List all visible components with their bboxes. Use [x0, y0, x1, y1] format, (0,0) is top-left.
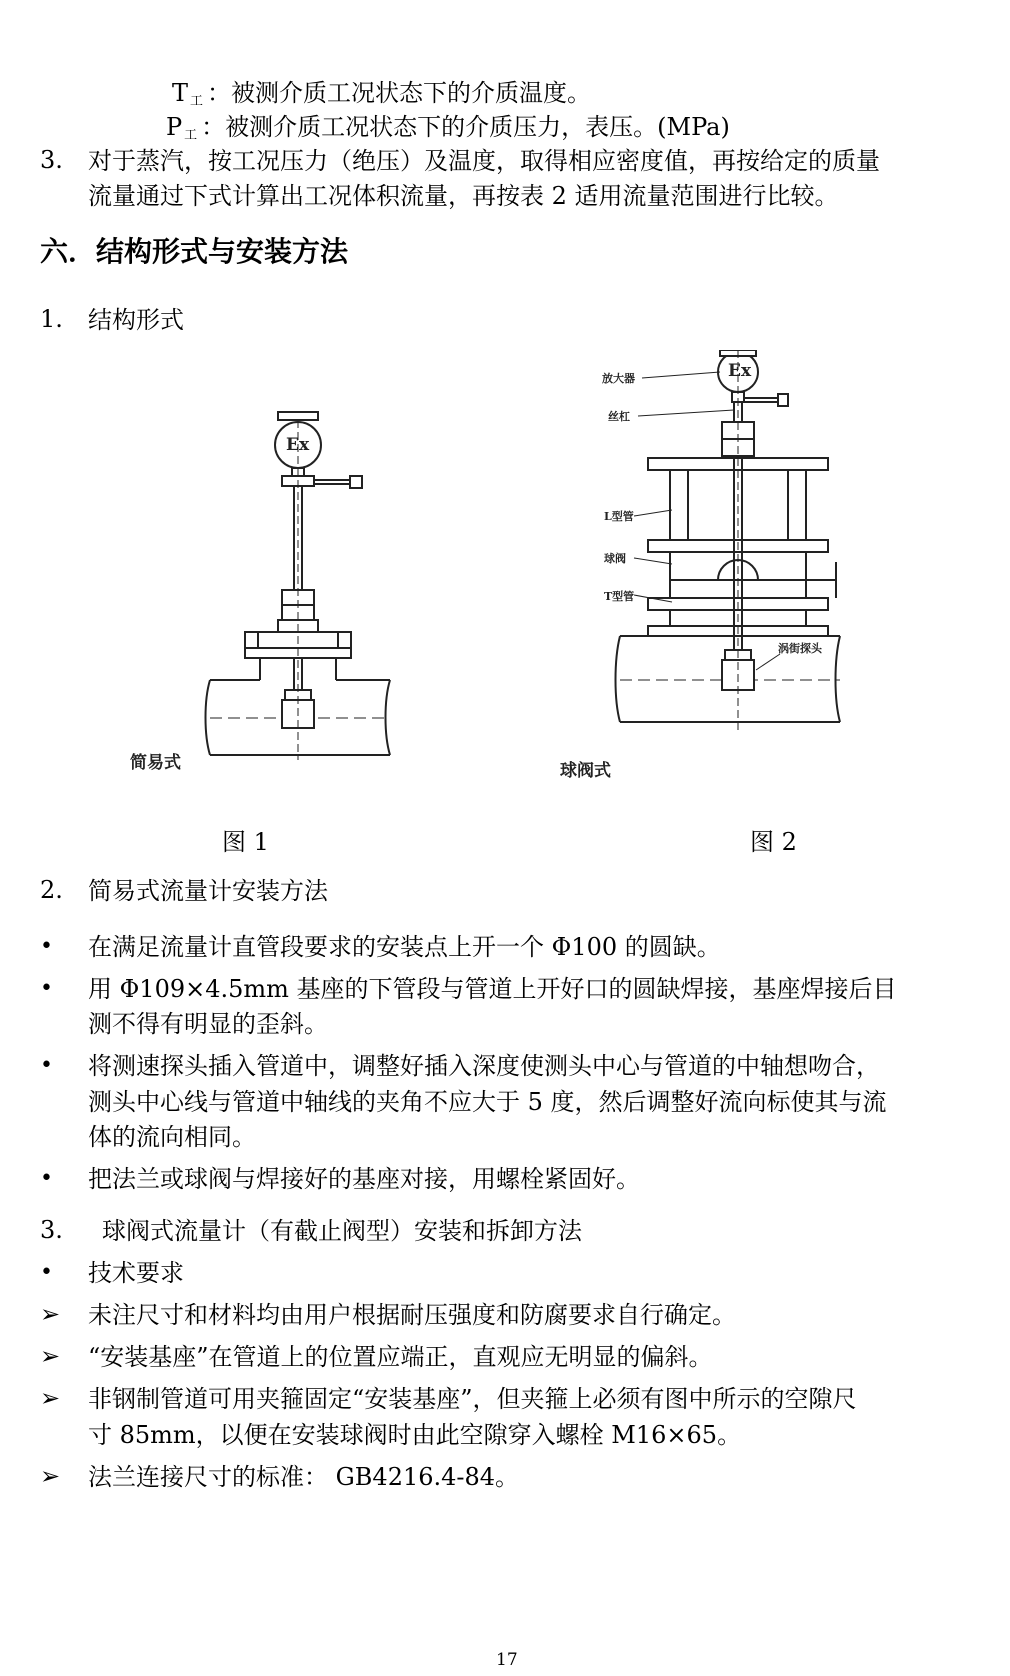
fig2-part-ball-valve: 球阀: [604, 552, 626, 565]
arrow-2: ➢: [40, 1342, 61, 1370]
fig2-part-amplifier: 放大器: [602, 372, 635, 385]
ball-install-title: 球阀式流量计（有截止阀型）安装和拆卸方法: [102, 1217, 582, 1245]
fig2-part-l-pipe: L型管: [604, 510, 634, 523]
simple-install-number: 2.: [40, 876, 63, 904]
simple-install-b4: 把法兰或球阀与焊接好的基座对接，用螺栓紧固好。: [88, 1165, 640, 1193]
ball-install-a1: 未注尺寸和材料均由用户根据耐压强度和防腐要求自行确定。: [88, 1301, 736, 1329]
figure1-simple-type-drawing: [110, 400, 430, 790]
bullet-3: •: [40, 1053, 53, 1078]
bullet-1: •: [40, 934, 53, 959]
arrow-4: ➢: [40, 1462, 61, 1490]
ball-install-a4: 法兰连接尺寸的标准： GB4216.4-84。: [88, 1463, 520, 1491]
var-t-description: ：被测介质工况状态下的介质温度。: [207, 79, 592, 107]
var-t-subscript: 工: [190, 94, 204, 109]
arrow-1: ➢: [40, 1300, 61, 1328]
bullet-tech: •: [40, 1260, 53, 1285]
simple-install-b3-line3: 体的流向相同。: [88, 1123, 256, 1151]
fig2-part-screw: 丝杠: [608, 410, 630, 423]
fig1-gauge-text: Ex: [286, 435, 310, 455]
section6-heading: 六．结构形式与安装方法: [40, 235, 349, 268]
simple-install-b1: 在满足流量计直管段要求的安装点上开一个 Φ100 的圆缺。: [88, 933, 721, 961]
arrow-3: ➢: [40, 1384, 61, 1412]
page-number: 17: [496, 1650, 518, 1670]
var-t-line: [172, 78, 591, 113]
var-p-description: ：被测介质工况状态下的介质压力，表压。(MPa): [201, 113, 730, 141]
simple-install-b3-line2: 测头中心线与管道中轴线的夹角不应大于 5 度，然后调整好流向标使其与流: [88, 1088, 887, 1116]
fig1-label: 简易式: [130, 753, 181, 773]
var-p-symbol: P: [166, 113, 183, 141]
var-t-symbol: T: [172, 79, 189, 107]
simple-install-title: 简易式流量计安装方法: [88, 877, 328, 905]
ball-install-a3-line1: 非钢制管道可用夹箍固定“安装基座”，但夹箍上必须有图中所示的空隙尺: [88, 1385, 857, 1413]
bullet-2: •: [40, 976, 53, 1001]
ball-install-a2: “安装基座”在管道上的位置应端正，直观应无明显的偏斜。: [88, 1343, 713, 1371]
simple-install-b3-line1: 将测速探头插入管道中，调整好插入深度使测头中心与管道的中轴想吻合，: [88, 1052, 880, 1080]
var-p-line: [166, 112, 730, 147]
figure1-caption: 图 1: [222, 828, 269, 856]
fig2-gauge-text: Ex: [728, 361, 752, 381]
item3-steam-line2: 流量通过下式计算出工况体积流量，再按表 2 适用流量范围进行比较。: [88, 182, 839, 210]
fig2-part-t-pipe: T型管: [604, 590, 635, 603]
structure-title: 结构形式: [88, 306, 184, 334]
bullet-4: •: [40, 1166, 53, 1191]
item3-steam-line1: 对于蒸汽，按工况压力（绝压）及温度，取得相应密度值，再按给定的质量: [88, 147, 880, 175]
fig2-label: 球阀式: [560, 761, 611, 781]
structure-number: 1.: [40, 305, 63, 333]
figure2-ball-valve-drawing: [520, 350, 850, 790]
figure2-caption: 图 2: [750, 828, 797, 856]
ball-install-number: 3.: [40, 1216, 63, 1244]
tech-requirements: 技术要求: [88, 1259, 184, 1287]
simple-install-b2-line1: 用 Φ109×4.5mm 基座的下管段与管道上开好口的圆缺焊接，基座焊接后目: [88, 975, 897, 1003]
ball-install-a3-line2: 寸 85mm，以便在安装球阀时由此空隙穿入螺栓 M16×65。: [88, 1421, 742, 1449]
item3-steam-number: 3.: [40, 146, 63, 174]
var-p-subscript: 工: [184, 128, 198, 143]
fig2-part-probe: 涡街探头: [778, 642, 822, 655]
simple-install-b2-line2: 测不得有明显的歪斜。: [88, 1010, 328, 1038]
